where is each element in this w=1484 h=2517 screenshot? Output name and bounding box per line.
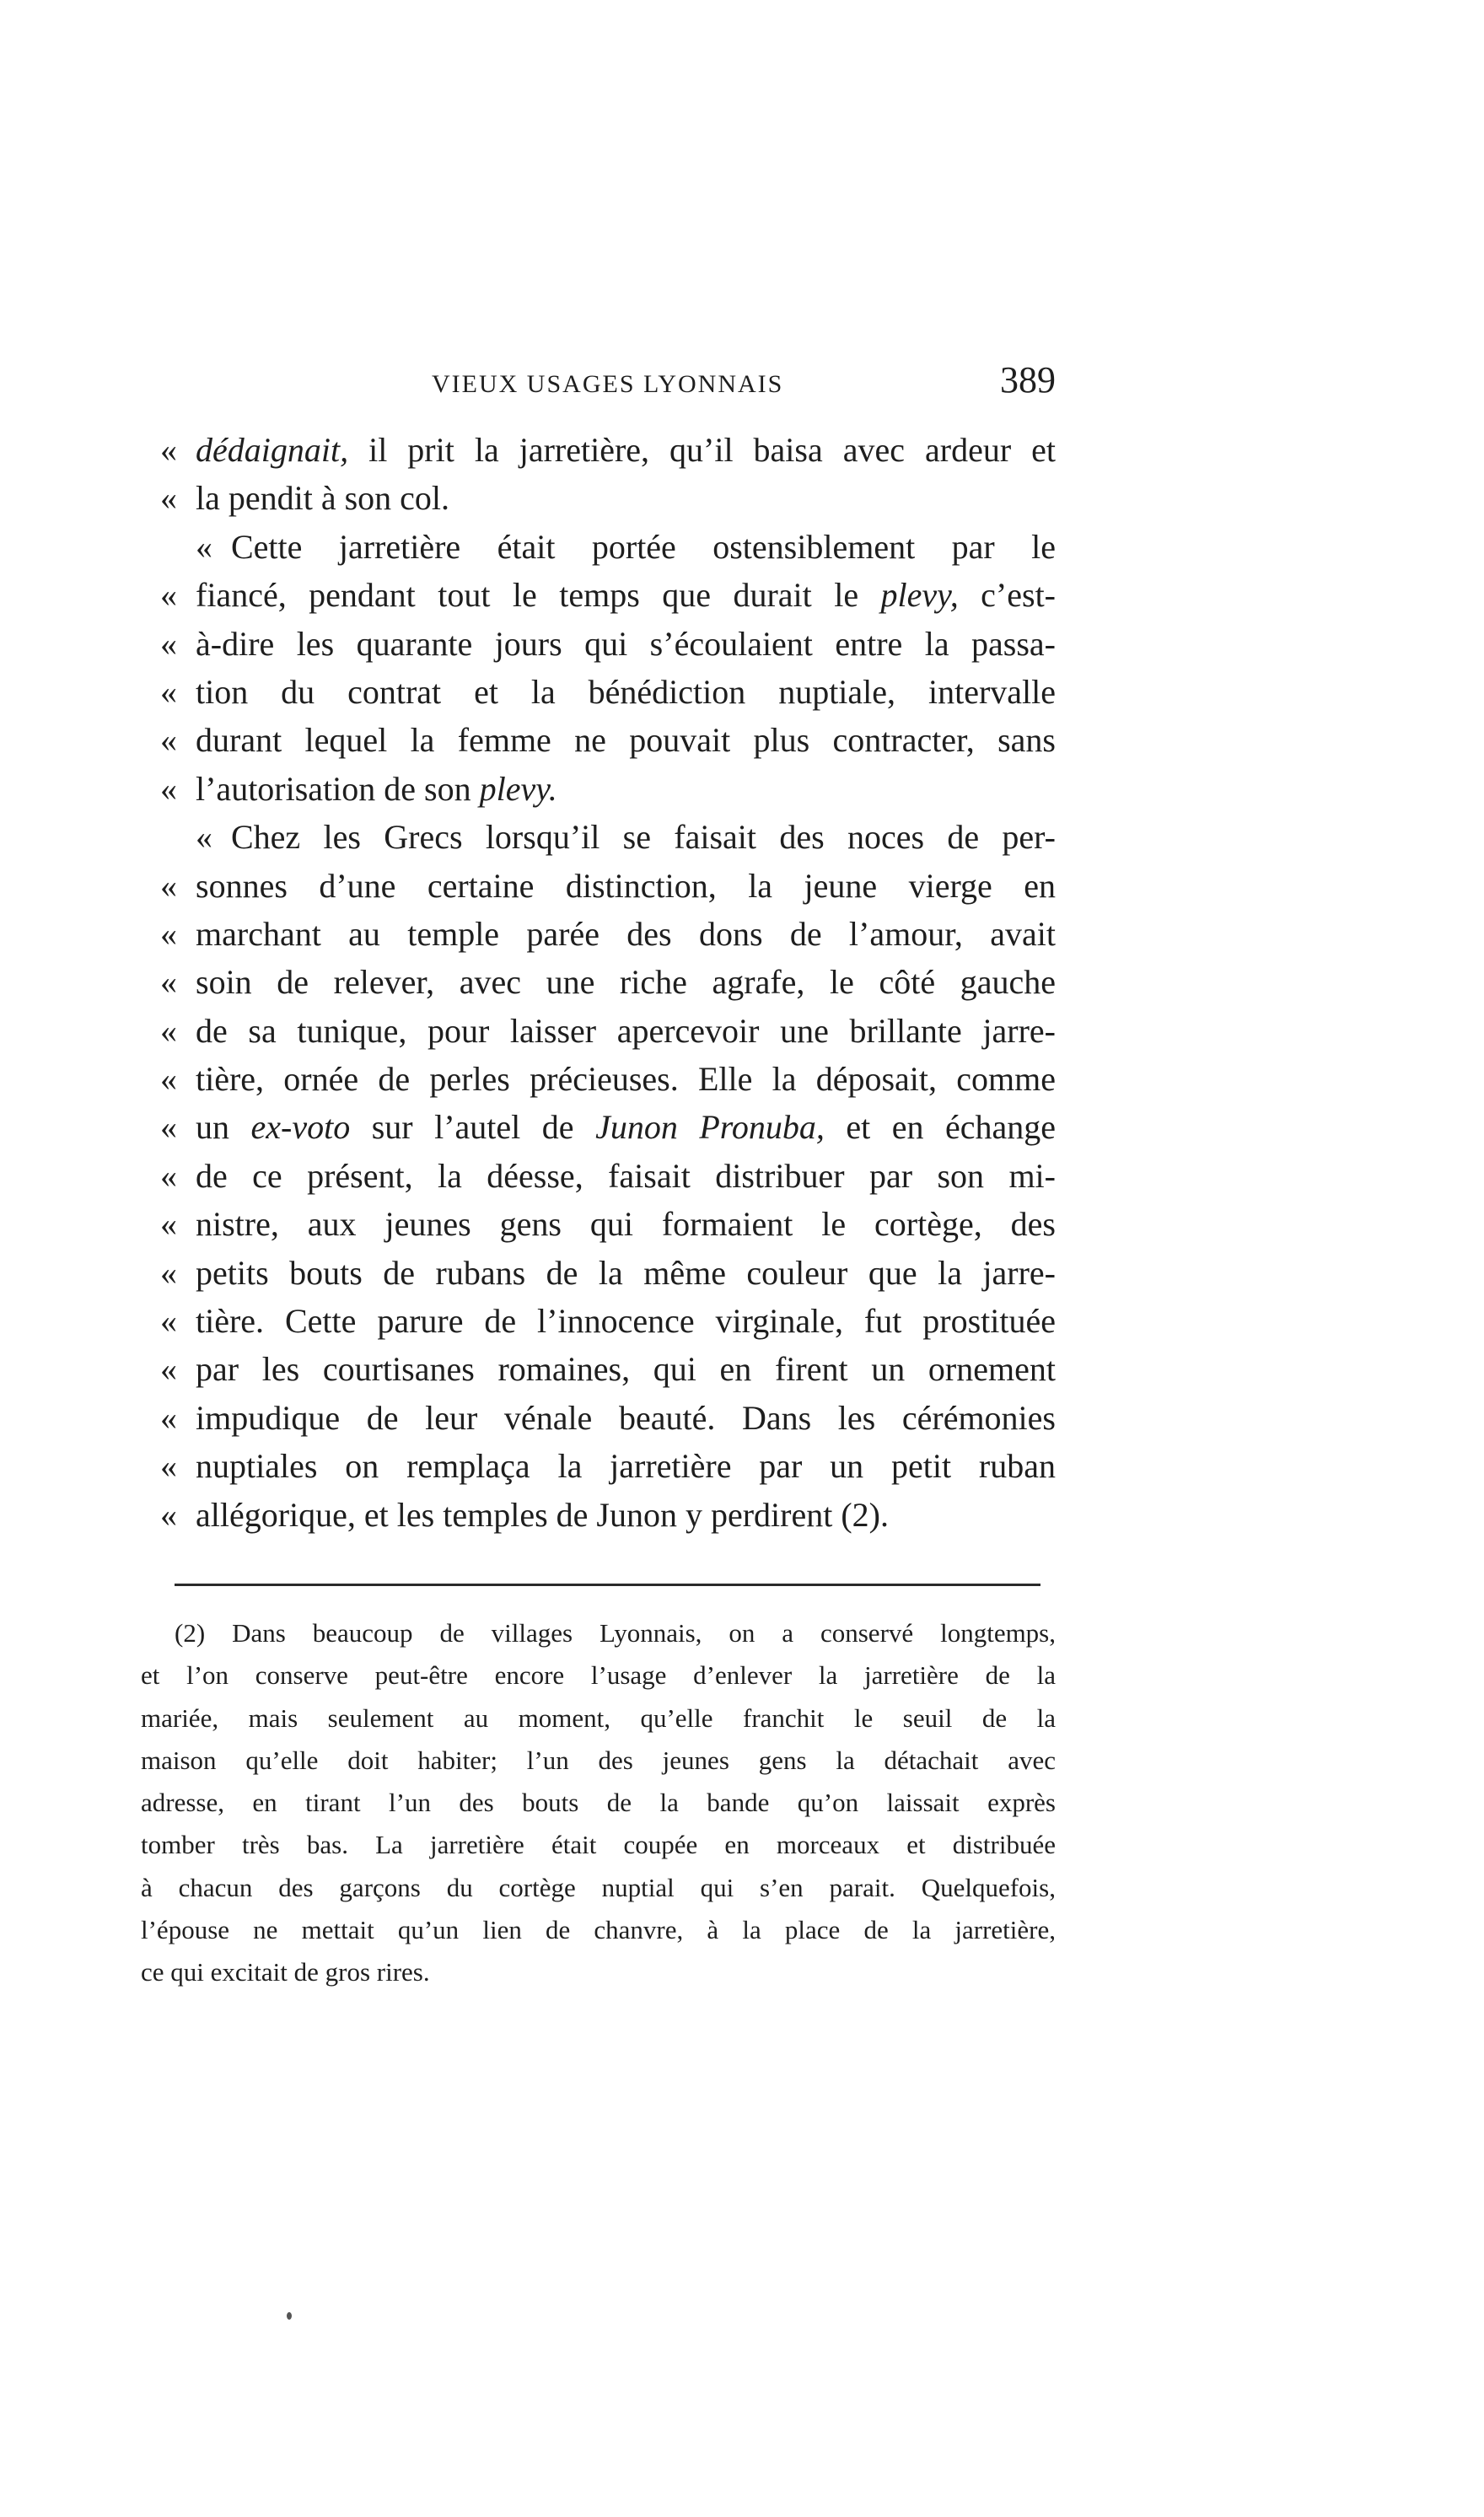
footnote-line: adresse, en tirant l’un des bouts de la bande qu’on laissait exprès [141, 1788, 1056, 1818]
text-line: « soin de relever, avec une riche agrafe, le côté gauche [160, 958, 1056, 1006]
text-line: « dédaignait, il prit la jarretière, qu’il baisa avec ardeur et [160, 426, 1056, 474]
quote-mark: « [160, 1495, 177, 1534]
text-line: « de sa tunique, pour laisser apercevoir une brillante jarre- [160, 1007, 1056, 1055]
quote-mark: « [160, 1060, 177, 1099]
quote-mark: « [160, 479, 177, 518]
quote-mark: « [160, 769, 177, 808]
text-line: « allégorique, et les temples de Junon y perdirent (2). [160, 1491, 1056, 1539]
footnote-divider [175, 1584, 1040, 1586]
text-line: « la pendit à son col. [160, 474, 1056, 522]
text-line: « durant lequel la femme ne pouvait plus contracter, sans [160, 716, 1056, 764]
text-line: « nistre, aux jeunes gens qui formaient le cortège, des [160, 1200, 1056, 1248]
text-line: « par les courtisanes romaines, qui en firent un ornement [160, 1345, 1056, 1393]
quote-mark: « [160, 1253, 177, 1292]
running-title: VIEUX USAGES LYONNAIS [432, 370, 784, 398]
footnote-line: et l’on conserve peut-être encore l’usage d’enlever la jarretière de la [141, 1660, 1056, 1691]
text-line: « impudique de leur vénale beauté. Dans les cérémonies [160, 1394, 1056, 1442]
body-text [160, 426, 1056, 1539]
quote-mark: « [160, 721, 177, 760]
quote-mark: « [160, 431, 177, 469]
quote-mark: « [160, 1398, 177, 1437]
quote-mark: « [160, 624, 177, 663]
quote-mark: « [160, 866, 177, 905]
quote-mark: « [160, 1350, 177, 1389]
quote-mark: « [196, 818, 212, 857]
text-line: « tion du contrat et la bénédiction nuptiale, intervalle [160, 668, 1056, 716]
text-line: « fiancé, pendant tout le temps que durait le plevy, c’est- [160, 571, 1056, 619]
text-line: « tière. Cette parure de l’innocence virginale, fut prostituée [160, 1297, 1056, 1345]
page-number: 389 [1000, 359, 1056, 401]
quote-mark: « [160, 1156, 177, 1195]
text-line: « tière, ornée de perles précieuses. Elle la déposait, comme [160, 1055, 1056, 1103]
text-line: « petits bouts de rubans de la même couleur que la jarre- [160, 1249, 1056, 1297]
quote-mark: « [160, 963, 177, 1002]
ink-speck [287, 2312, 292, 2320]
text-line: « à-dire les quarante jours qui s’écoulaient entre la passa- [160, 620, 1056, 668]
quote-mark: « [160, 1447, 177, 1486]
quote-mark: « [160, 1108, 177, 1147]
quote-mark: « [196, 527, 212, 566]
quote-mark: « [160, 1011, 177, 1050]
footnote [141, 1612, 1056, 1994]
quote-mark: « [160, 1205, 177, 1244]
footnote-line: (2) Dans beaucoup de villages Lyonnais, on a conservé longtemps, [175, 1618, 1056, 1648]
quote-mark: « [160, 1302, 177, 1341]
footnote-line: maison qu’elle doit habiter; l’un des jeunes gens la détachait avec [141, 1745, 1056, 1775]
footnote-line: ce qui excitait de gros rires. [141, 1957, 430, 1987]
quote-mark: « [160, 576, 177, 615]
text-line: « Chez les Grecs lorsqu’il se faisait des noces de per- [160, 813, 1056, 861]
quote-mark: « [160, 672, 177, 711]
text-line: « marchant au temple parée des dons de l’amour, avait [160, 910, 1056, 958]
text-line: « Cette jarretière était portée ostensiblement par le [160, 523, 1056, 571]
page-header [196, 358, 1056, 417]
text-line: « l’autorisation de son plevy. [160, 765, 1056, 813]
text-line: « de ce présent, la déesse, faisait distribuer par son mi- [160, 1152, 1056, 1200]
text-line: « nuptiales on remplaça la jarretière par un petit ruban [160, 1442, 1056, 1490]
quote-mark: « [160, 914, 177, 953]
footnote-line: à chacun des garçons du cortège nuptial qui s’en parait. Quelquefois, [141, 1872, 1056, 1902]
footnote-line: l’épouse ne mettait qu’un lien de chanvre, à la place de la jarretière, [141, 1915, 1056, 1945]
text-line: « sonnes d’une certaine distinction, la jeune vierge en [160, 862, 1056, 910]
footnote-line: mariée, mais seulement au moment, qu’elle franchit le seuil de la [141, 1702, 1056, 1733]
footnote-line: tomber très bas. La jarretière était coupée en morceaux et distribuée [141, 1830, 1056, 1860]
text-line: « un ex-voto sur l’autel de Junon Pronuba, et en échange [160, 1103, 1056, 1151]
